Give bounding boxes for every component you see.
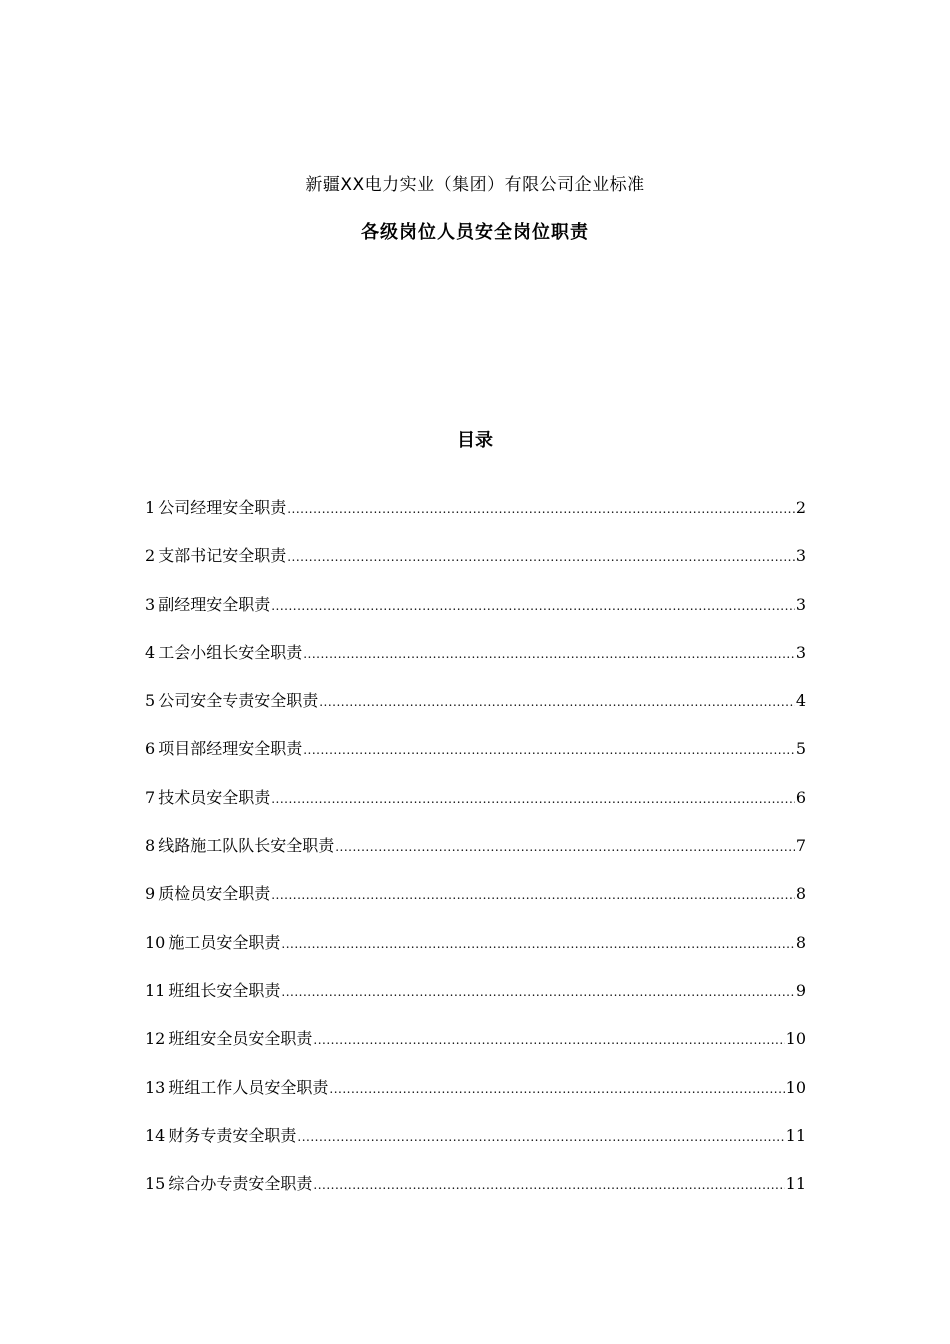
toc-entry-title: 项目部经理安全职责	[158, 739, 303, 759]
toc-entry[interactable]	[145, 688, 806, 736]
toc-dot-leader	[319, 689, 795, 715]
toc-entry[interactable]	[145, 1075, 806, 1123]
toc-dot-leader	[329, 1076, 784, 1102]
toc-entry-number: 11	[145, 980, 166, 1000]
toc-dot-leader	[313, 1027, 784, 1053]
toc-entry[interactable]	[145, 1171, 806, 1219]
toc-entry-number: 3	[145, 594, 156, 614]
toc-entry-number: 12	[145, 1029, 166, 1049]
toc-entry-page-number: 3	[795, 642, 806, 662]
toc-entry-title: 公司经理安全职责	[158, 498, 287, 517]
toc-dot-leader	[303, 641, 795, 667]
toc-entry-page-number: 8	[795, 932, 806, 952]
toc-entry-number: 7	[145, 787, 156, 807]
toc-dot-leader	[281, 931, 794, 957]
toc-dot-leader	[281, 979, 794, 1005]
toc-dot-leader	[313, 1172, 784, 1198]
company-standard-line: 新疆XX电力实业（集团）有限公司企业标准	[305, 175, 645, 195]
toc-dot-leader	[271, 593, 795, 619]
toc-entry-title: 技术员安全职责	[158, 787, 271, 807]
toc-entry-title: 支部书记安全职责	[158, 546, 287, 566]
toc-entry-number: 4	[145, 642, 156, 662]
toc-entry-page-number: 2	[795, 498, 806, 517]
toc-entry-page-number: 11	[785, 1125, 806, 1145]
toc-entry-title: 质检员安全职责	[158, 884, 271, 904]
toc-entry[interactable]	[145, 543, 806, 591]
toc-entry-number: 15	[145, 1174, 166, 1194]
toc-entry-number: 2	[145, 546, 156, 566]
toc-entry[interactable]	[145, 930, 806, 978]
toc-entry-number: 9	[145, 884, 156, 904]
toc-entry-page-number: 4	[795, 691, 806, 711]
toc-entry-page-number: 10	[785, 1029, 806, 1049]
toc-entry-title: 施工员安全职责	[168, 932, 281, 952]
toc-entry[interactable]	[145, 978, 806, 1026]
toc-entry-page-number: 8	[795, 884, 806, 904]
toc-entry[interactable]	[145, 881, 806, 929]
toc-entry-number: 14	[145, 1125, 166, 1145]
toc-entry[interactable]	[145, 640, 806, 688]
toc-entry-page-number: 6	[795, 787, 806, 807]
toc-entry-number: 1	[145, 498, 156, 517]
toc-entry[interactable]	[145, 495, 806, 543]
toc-dot-leader	[287, 496, 795, 522]
toc-entry-title: 班组工作人员安全职责	[168, 1077, 329, 1097]
toc-entry[interactable]	[145, 1123, 806, 1171]
toc-entry-title: 班组长安全职责	[168, 980, 281, 1000]
toc-entry-page-number: 7	[795, 836, 806, 856]
toc-entry[interactable]	[145, 833, 806, 881]
toc-entry-title: 公司安全专责安全职责	[158, 691, 319, 711]
toc-entry[interactable]	[145, 736, 806, 784]
toc-entry-title: 班组安全员安全职责	[168, 1029, 313, 1049]
toc-entry-number: 6	[145, 739, 156, 759]
toc-entry[interactable]	[145, 1026, 806, 1074]
toc-heading: 目录	[457, 430, 493, 451]
toc-dot-leader	[271, 786, 795, 812]
toc-entry-number: 8	[145, 836, 156, 856]
toc-entry-page-number: 10	[785, 1077, 806, 1097]
toc-dot-leader	[335, 834, 795, 860]
toc-entry-page-number: 11	[785, 1174, 806, 1194]
toc-dot-leader	[271, 882, 795, 908]
toc-entry-number: 13	[145, 1077, 166, 1097]
toc-entry-page-number: 3	[795, 594, 806, 614]
toc-entry-title: 财务专责安全职责	[168, 1125, 297, 1145]
document-title: 各级岗位人员安全岗位职责	[361, 222, 589, 243]
toc-dot-leader	[287, 544, 795, 570]
toc-entry-title: 工会小组长安全职责	[158, 642, 303, 662]
table-of-contents	[145, 495, 806, 1219]
toc-entry-title: 线路施工队队长安全职责	[158, 836, 335, 856]
toc-entry-page-number: 9	[795, 980, 806, 1000]
toc-entry[interactable]	[145, 592, 806, 640]
toc-entry-title: 副经理安全职责	[158, 594, 271, 614]
toc-entry-title: 综合办专责安全职责	[168, 1174, 313, 1194]
toc-dot-leader	[303, 737, 795, 763]
toc-entry-number: 10	[145, 932, 166, 952]
toc-entry-page-number: 5	[795, 739, 806, 759]
toc-dot-leader	[297, 1124, 784, 1150]
toc-entry[interactable]	[145, 785, 806, 833]
toc-entry-number: 5	[145, 691, 156, 711]
toc-entry-page-number: 3	[795, 546, 806, 566]
